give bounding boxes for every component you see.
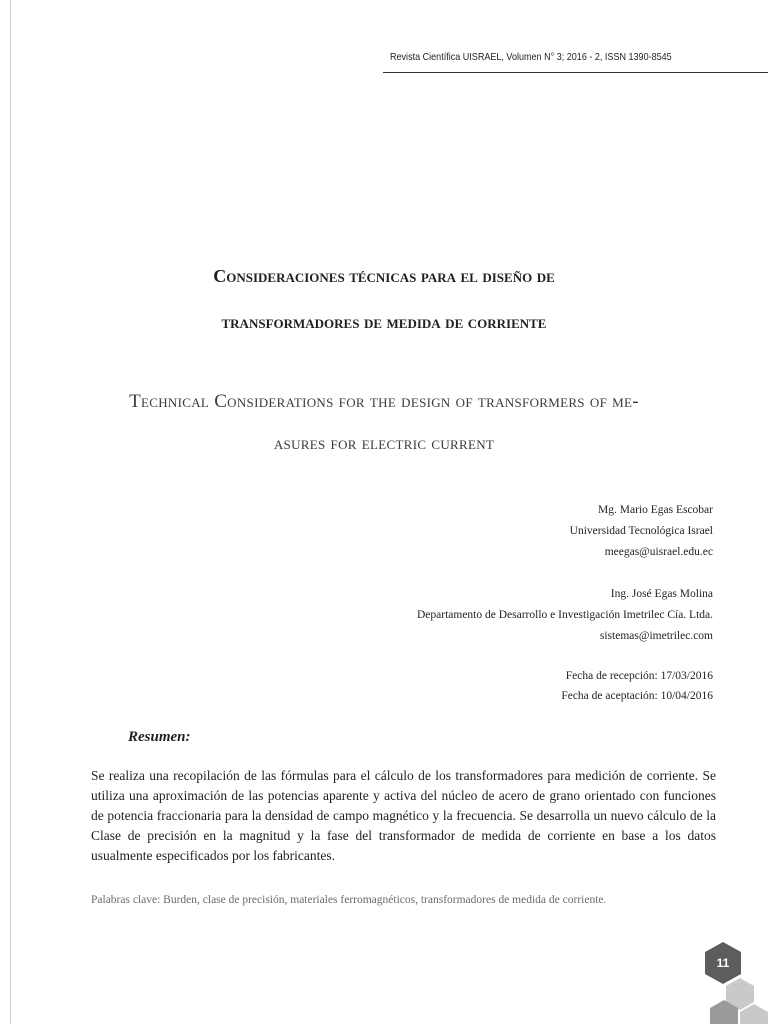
hexagon-decoration-icon: [680, 928, 768, 1024]
abstract-heading: Resumen:: [128, 729, 191, 745]
abstract-text: Se realiza una recopilación de las fórmulas para el cálculo de los transformadores para medición de corriente. Se utiliza una aproximación de las potencias aparente y activa del núcleo de acero de grano orientado con funciones de potencia fraccionaria para la densidad de campo magnético y la frecuencia. Se desarrolla un nuevo cálculo de la Clase de precisión en la magnitud y la fase del transformador de medida de corriente en base a los datos usualmente especificados por los fabricantes.: [91, 768, 716, 863]
author-2-affiliation: Departamento de Desarrollo e Investigación Imetrilec Cía. Ltda.: [416, 609, 713, 621]
keywords: Palabras clave: Burden, clase de precisión, materiales ferromagnéticos, transformadores de medida de corriente.: [91, 894, 607, 906]
received-date: Fecha de recepción: 17/03/2016: [565, 670, 713, 682]
spanish-title-line-2: transformadores de medida de corriente: [221, 312, 547, 332]
spanish-title-line-1: Consideraciones técnicas para el diseño de: [213, 266, 555, 286]
english-title-line-1: Technical Considerations for the design of transformers of me-: [129, 391, 639, 412]
page-number: 11: [716, 956, 730, 970]
author-1-email: meegas@uisrael.edu.ec: [604, 546, 713, 558]
journal-header: Revista Científica UISRAEL, Volumen N° 3; 2016 - 2, ISSN 1390-8545: [390, 51, 672, 63]
author-1-affiliation: Universidad Tecnológica Israel: [569, 525, 713, 537]
author-1-name: Mg. Mario Egas Escobar: [598, 504, 713, 516]
accepted-date: Fecha de aceptación: 10/04/2016: [561, 690, 713, 702]
author-2-name: Ing. José Egas Molina: [610, 588, 713, 600]
page-edge-rule: [10, 0, 11, 1024]
author-2-email: sistemas@imetrilec.com: [599, 630, 713, 642]
header-rule: [383, 72, 768, 73]
english-title-line-2: asures for electric current: [273, 433, 495, 454]
